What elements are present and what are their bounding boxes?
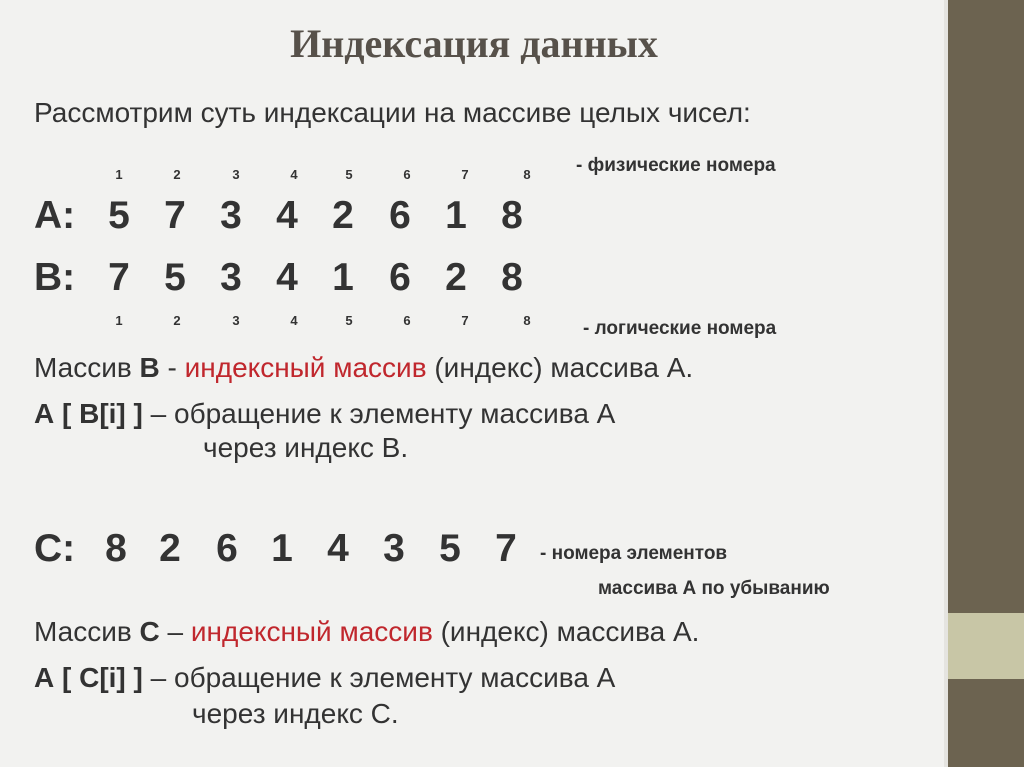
b-desc-dash: - bbox=[159, 352, 185, 383]
array-c-value: 2 bbox=[159, 527, 181, 570]
physical-index: 5 bbox=[345, 167, 353, 182]
b-desc-suffix: (индекс) массива А. bbox=[426, 352, 694, 383]
c-access-line2: через индекс С. bbox=[192, 698, 399, 729]
array-a-value: 4 bbox=[276, 194, 298, 237]
array-a-value: 8 bbox=[501, 194, 523, 237]
physical-index: 4 bbox=[290, 167, 298, 182]
array-b-value: 8 bbox=[501, 256, 523, 299]
c-note-line2: массива А по убыванию bbox=[598, 578, 830, 599]
c-desc-prefix: Массив bbox=[34, 616, 140, 647]
b-desc-name: B bbox=[139, 352, 160, 383]
array-c-value: 8 bbox=[105, 527, 127, 570]
b-desc-highlight: индексный массив bbox=[184, 352, 427, 383]
c-desc-suffix: (индекс) массива А. bbox=[432, 616, 700, 647]
array-c-value: 4 bbox=[327, 527, 349, 570]
physical-index: 1 bbox=[115, 167, 123, 182]
logical-index: 3 bbox=[232, 313, 240, 328]
array-a-value: 7 bbox=[164, 194, 186, 237]
logical-index: 4 bbox=[290, 313, 298, 328]
physical-index: 7 bbox=[461, 167, 469, 182]
array-a-value: 1 bbox=[445, 194, 467, 237]
array-b-value: 5 bbox=[164, 256, 186, 299]
logical-index: 1 bbox=[115, 313, 123, 328]
logical-index: 6 bbox=[403, 313, 411, 328]
c-desc-highlight: индексный массив bbox=[190, 616, 433, 647]
decorative-sidebar-accent bbox=[948, 613, 1024, 679]
b-access-rest: – обращение к элементу массива А bbox=[142, 398, 616, 429]
logical-index: 2 bbox=[173, 313, 181, 328]
b-access-line2: через индекс В. bbox=[203, 432, 409, 463]
c-desc-name: C bbox=[139, 616, 160, 647]
array-c-value: 7 bbox=[495, 527, 517, 570]
c-access bbox=[34, 662, 615, 694]
c-note-line1: - номера элементов bbox=[540, 543, 728, 564]
b-access-expr: А [ B[i] ] bbox=[34, 398, 143, 429]
logical-index: 5 bbox=[345, 313, 353, 328]
physical-index: 8 bbox=[523, 167, 531, 182]
b-description bbox=[34, 352, 693, 384]
array-c-value: 6 bbox=[216, 527, 238, 570]
array-b-label: B: bbox=[34, 256, 76, 299]
array-b-value: 3 bbox=[220, 256, 242, 299]
array-c-value: 5 bbox=[439, 527, 461, 570]
intro-text: Рассмотрим суть индексации на массиве целых чисел: bbox=[34, 97, 751, 128]
logical-index: 7 bbox=[461, 313, 469, 328]
logical-label: - логические номера bbox=[583, 318, 777, 339]
b-desc-prefix: Массив bbox=[34, 352, 140, 383]
c-access-rest: – обращение к элементу массива А bbox=[142, 662, 616, 693]
physical-index: 3 bbox=[232, 167, 240, 182]
array-b-value: 1 bbox=[332, 256, 354, 299]
slide-title: Индексация данных bbox=[290, 21, 658, 66]
b-access bbox=[34, 398, 615, 430]
array-a-value: 5 bbox=[108, 194, 130, 237]
logical-index: 8 bbox=[523, 313, 531, 328]
physical-label: - физические номера bbox=[576, 155, 776, 176]
array-b-value: 6 bbox=[389, 256, 411, 299]
c-access-expr: А [ C[i] ] bbox=[34, 662, 143, 693]
array-b-value: 7 bbox=[108, 256, 130, 299]
array-c-value: 1 bbox=[271, 527, 293, 570]
physical-index: 2 bbox=[173, 167, 181, 182]
array-a-value: 2 bbox=[332, 194, 354, 237]
array-a-value: 6 bbox=[389, 194, 411, 237]
c-description bbox=[34, 616, 699, 648]
array-a-value: 3 bbox=[220, 194, 242, 237]
array-c-label: C: bbox=[34, 527, 76, 570]
c-desc-dash: – bbox=[159, 616, 191, 647]
array-b-value: 2 bbox=[445, 256, 467, 299]
physical-index: 6 bbox=[403, 167, 411, 182]
array-a-label: A: bbox=[34, 194, 76, 237]
array-c-value: 3 bbox=[383, 527, 405, 570]
array-b-value: 4 bbox=[276, 256, 298, 299]
